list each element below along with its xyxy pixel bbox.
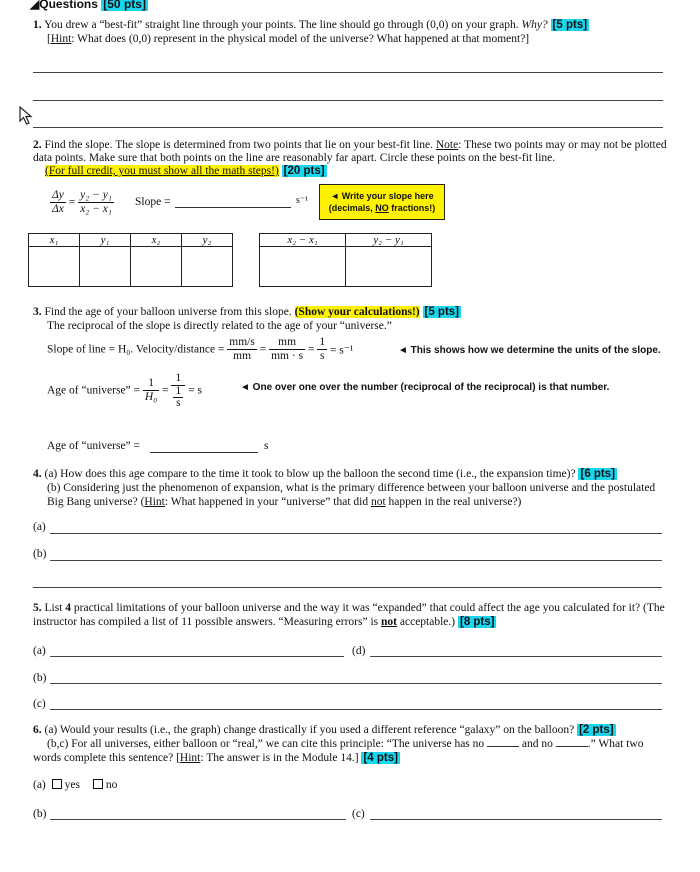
q2-full-credit: (For full credit, you must show all the math steps!) [45, 165, 279, 177]
question-1: 1. You drew a “best-fit” straight line through your points. The line should go through (0,0) on your graph. Why? [5 pts] [Hint: What does (0,0) represent in the physical model of the universe? What happened at that moment?] [33, 19, 588, 45]
q6-yes-no: (a) yes no [33, 779, 118, 791]
yes-checkbox[interactable] [52, 779, 62, 789]
data-table-differences: x₂ − x₁ y₂ − y₁ [259, 233, 432, 287]
q6-label-c: (c) [352, 808, 365, 820]
slope-input[interactable] [175, 196, 291, 208]
question-3: 3. Find the age of your balloon universe from this slope. (Show your calculations!) [5 pts] The reciprocal of the slope is directly related to the age of your “universe.” [33, 306, 459, 332]
q5-label-c: (c) [33, 698, 46, 710]
age-answer-input[interactable] [150, 441, 258, 453]
q1-answer-line-3[interactable] [33, 127, 663, 128]
q1-points: [5 pts] [552, 19, 588, 31]
units-note: ◄ This shows how we determine the units of the slope. [398, 345, 661, 356]
q5-label-b: (b) [33, 672, 47, 684]
question-6: 6. (a) Would your results (i.e., the graph) change drastically if you used a different reference “galaxy” on the balloon? [2 pts] (b,c) For all universes, either balloon or “real,” we can cite this principle: “The universe has no and no .” What two words complete this sentence? [Hint: The answer is in the Module 14.] [4 pts] [33, 724, 644, 764]
q1-text: You drew a “best-fit” straight line through your points. The line should go through (0,0) on your graph. [44, 19, 519, 31]
slope-label: Slope = [135, 196, 171, 208]
age-answer-label: Age of “universe” = [47, 440, 141, 452]
cell-x1[interactable] [29, 247, 80, 287]
mouse-cursor-icon [19, 106, 35, 126]
section-header [30, 0, 148, 11]
question-5: 5. List 4 practical limitations of your balloon universe and the way it was “expanded” that could affect the age you calculated for it? (The instructor has compiled a list of 11 possible answers. “Measuring errors” is not acceptable.) [8 pts] [33, 602, 665, 628]
q4-answer-b-2[interactable] [33, 587, 662, 588]
q4-label-a: (a) [33, 521, 46, 533]
cell-y1[interactable] [80, 247, 131, 287]
q4-answer-a[interactable] [50, 533, 662, 534]
q6-blank-2[interactable] [556, 737, 588, 747]
q6-blank-1[interactable] [487, 737, 519, 747]
cell-dy[interactable] [346, 247, 432, 287]
slope-unit: s⁻¹ [296, 195, 309, 206]
data-table-points: x₁ y₁ x₂ y₂ [28, 233, 233, 287]
age-equation: Age of “universe” = $\frac{1}{\text{H₀}}$ = $\frac{1}{\frac{1}{s}}$ = s [47, 372, 202, 409]
q5-answer-a[interactable] [50, 656, 344, 657]
q1-answer-line-1[interactable] [33, 72, 663, 73]
no-checkbox[interactable] [93, 779, 103, 789]
cell-y2[interactable] [182, 247, 233, 287]
q1-hint-label: Hint [50, 33, 72, 45]
q4-points: [6 pts] [580, 468, 615, 480]
q2-points: [20 pts] [283, 165, 325, 177]
q5-points: [8 pts] [459, 616, 495, 628]
cell-dx[interactable] [260, 247, 346, 287]
q6-label-b: (b) [33, 808, 47, 820]
slope-formula: $\frac{\Delta y}{\Delta x}$ = $\frac{\text{y₂ − y₁}}{\text{x₂ − x₁}}$ [52, 189, 112, 215]
q6-answer-c[interactable] [370, 819, 662, 820]
slope-note-box: ◄ Write your slope here (decimals, NO fractions!) [319, 184, 445, 220]
q4-answer-b[interactable] [50, 560, 662, 561]
age-answer-unit: s [264, 440, 269, 452]
q4-label-b: (b) [33, 548, 47, 560]
slope-units-equation: Slope of line = H₀. Velocity/distance = $\frac{mm/s}{mm}$ = $\frac{mm}{mm \cdot s}$ = $\frac{1}{s}$ = s⁻¹ [47, 336, 354, 362]
question-2: 2. Find the slope. The slope is determined from two points that lie on your best-fit line. Note: These two points may or may not be plotted data points. Make sure that both points on the line are reasonably far apart. Circle these points on the best-fit line. (For full credit, you must show all the math steps!) [20 pts] [33, 139, 667, 177]
header-points: [50 pts] [101, 0, 148, 11]
q5-label-d: (d) [352, 645, 366, 657]
q1-answer-line-2[interactable] [33, 100, 663, 101]
q6-answer-b[interactable] [50, 819, 346, 820]
header-triangle-icon: ◢ [30, 0, 40, 11]
q1-hint: : What does (0,0) represent in the physical model of the universe? What happened at that moment?] [71, 33, 530, 45]
q5-answer-c[interactable] [50, 709, 662, 710]
q1-why: Why? [521, 19, 548, 31]
q1-number: 1. [33, 19, 42, 31]
reciprocal-note: ◄ One over one over the number (reciprocal of the reciprocal) is that number. [240, 382, 610, 393]
header-title: Questions [39, 0, 98, 11]
q3-points: [5 pts] [424, 306, 459, 318]
q5-label-a: (a) [33, 645, 46, 657]
q6-points-a: [2 pts] [579, 724, 614, 736]
q5-answer-d[interactable] [370, 656, 662, 657]
q6-points-b: [4 pts] [363, 752, 398, 764]
q5-answer-b[interactable] [50, 683, 662, 684]
question-4: 4. (a) How does this age compare to the time it took to blow up the balloon the second time (i.e., the expansion time)? [6 pts] (b) Considering just the phenomenon of expansion, what is the primary difference between your balloon universe and the postulated Big Bang universe? (Hint: What happened in your “universe” that did not happen in the real universe?) [33, 468, 656, 508]
cell-x2[interactable] [131, 247, 182, 287]
